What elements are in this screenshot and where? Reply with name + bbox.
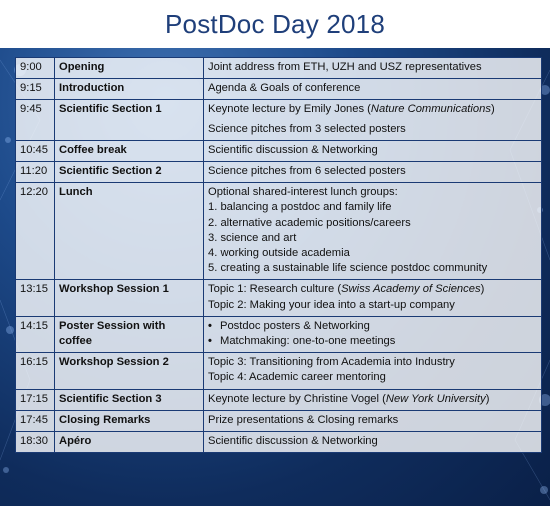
details-cell (204, 58, 542, 79)
schedule-row (16, 79, 542, 100)
details-cell (204, 140, 542, 161)
session-cell: Workshop Session 2 (55, 353, 204, 389)
detail-italic-text: Nature Communications (370, 103, 491, 116)
detail-text: Prize presentations & Closing remarks (208, 413, 399, 426)
detail-text: Agenda & Goals of conference (208, 82, 361, 95)
session-cell: Scientific Section 2 (55, 162, 204, 183)
detail-line (208, 81, 537, 96)
detail-line (208, 392, 537, 407)
detail-line (208, 185, 537, 200)
schedule-row (16, 162, 542, 183)
detail-text: Topic 4: Academic career mentoring (208, 371, 386, 384)
detail-line (208, 261, 537, 276)
bullet-item (208, 334, 537, 349)
details-cell (204, 353, 542, 389)
title-bar (0, 0, 550, 48)
time-cell: 12:20 (16, 183, 55, 280)
detail-line (208, 413, 537, 428)
detail-text: 4. working outside academia (208, 247, 350, 260)
time-cell: 13:15 (16, 280, 55, 316)
time-cell: 9:00 (16, 58, 55, 79)
detail-line (208, 102, 537, 117)
schedule-row (16, 140, 542, 161)
detail-line (208, 246, 537, 261)
detail-line (208, 60, 537, 75)
time-cell: 9:15 (16, 79, 55, 100)
schedule-row (16, 280, 542, 316)
detail-line (208, 370, 537, 385)
detail-text: Scientific discussion & Networking (208, 435, 378, 448)
schedule-row (16, 316, 542, 352)
session-cell: Apéro (55, 432, 204, 453)
detail-text: 2. alternative academic positions/careers (208, 216, 411, 229)
detail-text: Optional shared-interest lunch groups: (208, 186, 398, 199)
detail-text: Science pitches from 3 selected posters (208, 122, 406, 135)
session-cell: Lunch (55, 183, 204, 280)
detail-text: Keynote lecture by Emily Jones ( (208, 103, 371, 116)
details-cell (204, 100, 542, 140)
session-cell: Coffee break (55, 140, 204, 161)
detail-line (208, 164, 537, 179)
detail-text: Topic 1: Research culture ( (208, 283, 342, 296)
time-cell: 17:45 (16, 410, 55, 431)
session-cell: Introduction (55, 79, 204, 100)
schedule-row (16, 183, 542, 280)
detail-text: Scientific discussion & Networking (208, 143, 378, 156)
detail-text: Topic 2: Making your idea into a start-up company (208, 298, 455, 311)
session-cell: Scientific Section 3 (55, 389, 204, 410)
detail-text: 5. creating a sustainable life science postdoc community (208, 262, 488, 275)
details-cell (204, 162, 542, 183)
detail-line (208, 200, 537, 215)
details-cell (204, 410, 542, 431)
schedule-row (16, 410, 542, 431)
details-cell (204, 432, 542, 453)
session-cell: Scientific Section 1 (55, 100, 204, 140)
detail-text: Matchmaking: one-to-one meetings (220, 335, 396, 348)
time-cell: 18:30 (16, 432, 55, 453)
detail-line (208, 143, 537, 158)
detail-line (208, 355, 537, 370)
session-cell: Closing Remarks (55, 410, 204, 431)
schedule-row (16, 353, 542, 389)
time-cell: 9:45 (16, 100, 55, 140)
time-cell: 16:15 (16, 353, 55, 389)
detail-line (208, 434, 537, 449)
time-cell: 10:45 (16, 140, 55, 161)
details-cell (204, 389, 542, 410)
detail-text: Topic 3: Transitioning from Academia into Industry (208, 356, 455, 369)
detail-text-suffix: ) (480, 283, 485, 296)
detail-text: 3. science and art (208, 231, 297, 244)
detail-text-suffix: ) (485, 392, 490, 405)
detail-line (208, 216, 537, 231)
schedule-row (16, 58, 542, 79)
time-cell: 11:20 (16, 162, 55, 183)
detail-line (208, 231, 537, 246)
details-cell (204, 316, 542, 352)
detail-text-suffix: ) (490, 103, 495, 116)
session-cell: Workshop Session 1 (55, 280, 204, 316)
detail-italic-text: New York University (385, 392, 486, 405)
detail-text: Postdoc posters & Networking (220, 319, 370, 332)
detail-text: 1. balancing a postdoc and family life (208, 201, 392, 214)
schedule-row (16, 432, 542, 453)
schedule-row (16, 389, 542, 410)
detail-line (208, 122, 537, 137)
detail-text: Keynote lecture by Christine Vogel ( (208, 392, 386, 405)
details-cell (204, 280, 542, 316)
session-cell: Poster Session with coffee (55, 316, 204, 352)
detail-line (208, 282, 537, 297)
schedule-table (15, 57, 542, 453)
time-cell: 17:15 (16, 389, 55, 410)
time-cell: 14:15 (16, 316, 55, 352)
bullet-item (208, 319, 537, 334)
detail-line (208, 298, 537, 313)
page-title: PostDoc Day 2018 (165, 8, 385, 39)
detail-italic-text: Swiss Academy of Sciences (341, 283, 481, 296)
detail-text: Joint address from ETH, UZH and USZ representatives (208, 61, 482, 73)
detail-text: Science pitches from 6 selected posters (208, 165, 406, 178)
session-cell: Opening (55, 58, 204, 79)
schedule-row (16, 100, 542, 140)
details-cell (204, 183, 542, 280)
details-cell (204, 79, 542, 100)
